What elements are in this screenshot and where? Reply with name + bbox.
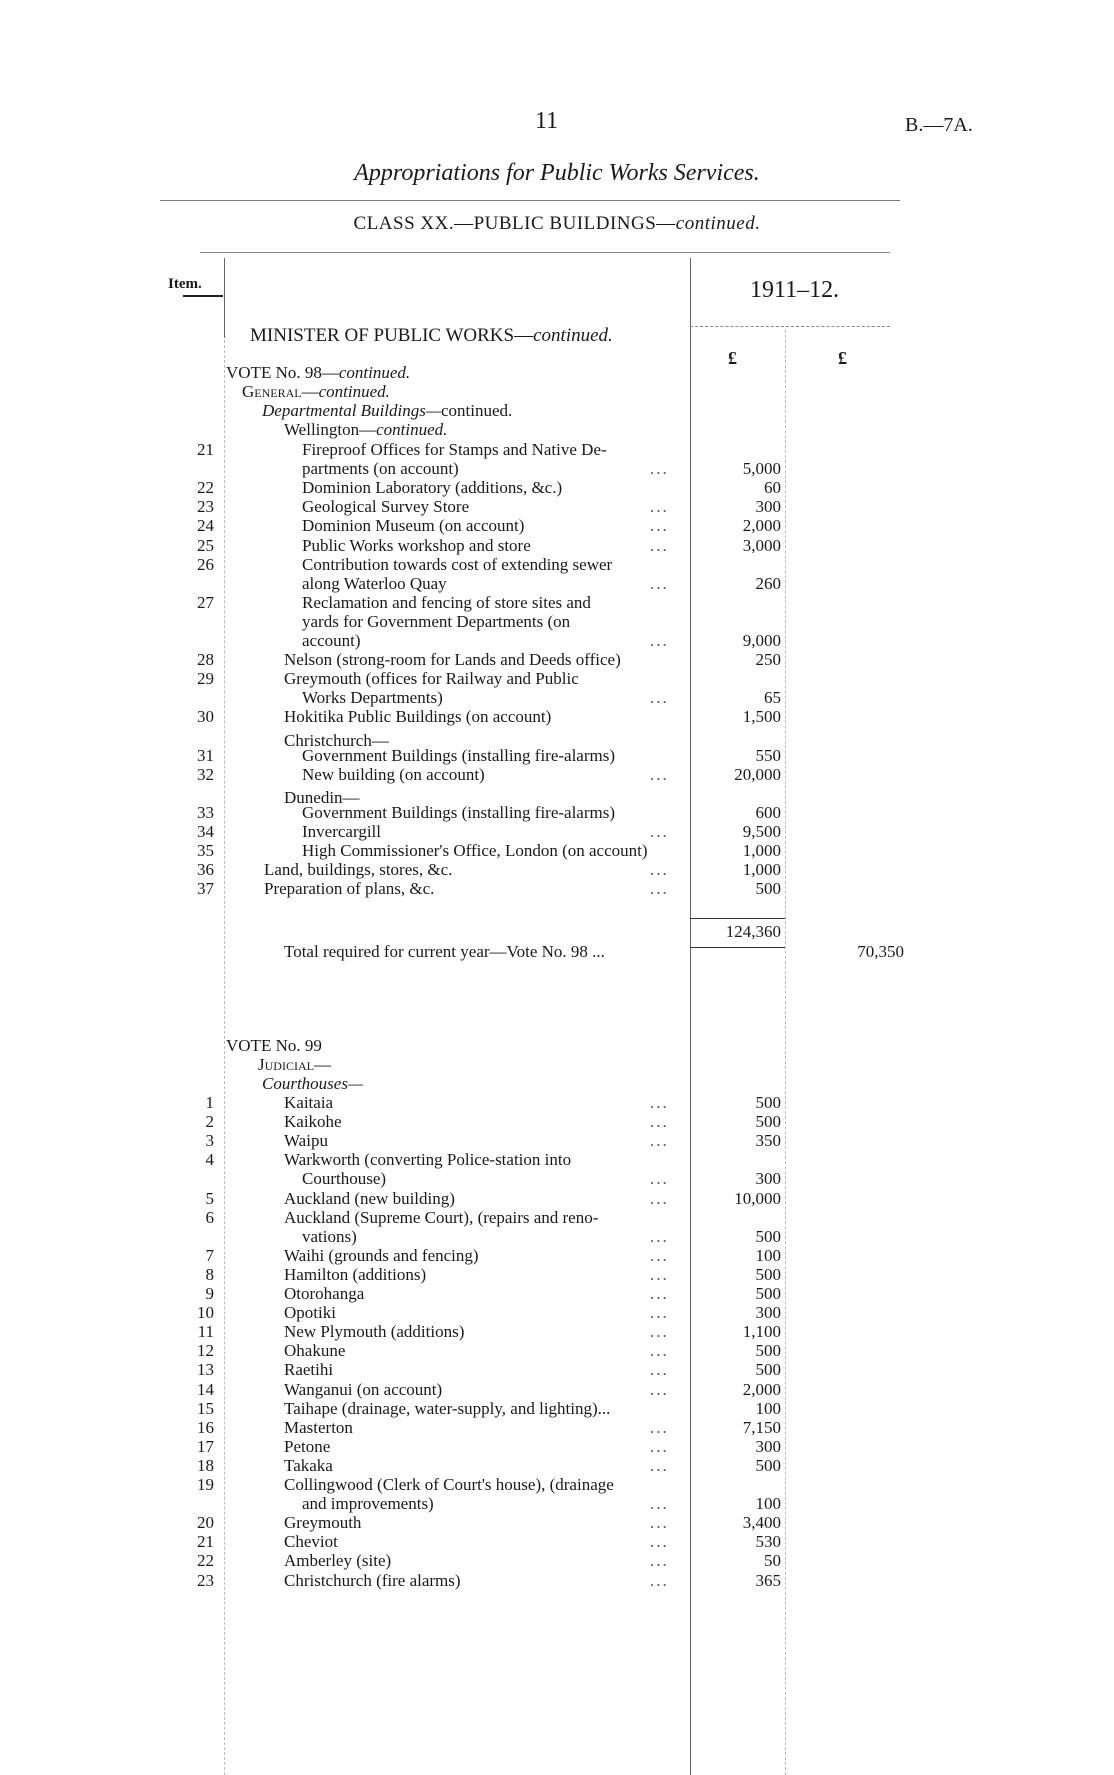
item-description: New Plymouth (additions) (284, 1322, 465, 1342)
item-number: 22 (197, 478, 214, 498)
leader-dots: ... (650, 1570, 669, 1590)
page-number: 11 (535, 108, 559, 134)
item-amount: 550 (755, 745, 781, 765)
item-number: 10 (197, 1303, 214, 1323)
leader-dots: ... (650, 535, 669, 555)
table-row (0, 688, 1114, 707)
leader-dots: ... (650, 1169, 669, 1189)
item-number: 34 (197, 821, 214, 841)
leader-dots: ... (650, 1264, 669, 1284)
item-number: 30 (197, 707, 214, 727)
leader-dots: ... (650, 1245, 669, 1265)
item-amount: 500 (755, 1093, 781, 1112)
item-column-header: Item. (168, 276, 202, 292)
table-row (0, 1437, 1114, 1456)
leader-dots: ... (650, 860, 669, 879)
item-number: 21 (197, 1532, 214, 1552)
table-row (0, 1246, 1114, 1265)
vote98-subtotal: 124,360 (725, 922, 781, 941)
item-description: Public Works workshop and store (302, 535, 531, 555)
item-number: 18 (197, 1455, 214, 1475)
item-number: 37 (197, 879, 214, 899)
leader-dots: ... (650, 764, 669, 784)
item-description: Raetihi (284, 1360, 334, 1380)
table-row (0, 593, 1114, 612)
leader-dots: ... (650, 1093, 669, 1112)
table-row (0, 1532, 1114, 1551)
leader-dots: ... (650, 1360, 669, 1380)
christchurch-heading: Christchurch— (284, 731, 389, 750)
title-rule (160, 200, 900, 201)
table-row (0, 1418, 1114, 1437)
item-description: Invercargill (302, 821, 381, 841)
leader-dots: ... (650, 1379, 669, 1399)
vote98-total-row (0, 942, 1114, 961)
item-amount: 50 (764, 1551, 781, 1571)
leader-dots: ... (650, 1417, 669, 1437)
item-description: Works Departments) (302, 688, 443, 708)
item-description: Christchurch (fire alarms) (284, 1570, 461, 1590)
item-number: 25 (197, 535, 214, 555)
leader-dots: ... (650, 879, 669, 899)
leader-dots: ... (650, 1455, 669, 1475)
table-row (0, 555, 1114, 574)
item-amount: 100 (755, 1398, 781, 1418)
table-row (0, 860, 1114, 879)
item-amount: 500 (755, 1226, 781, 1246)
item-description: Government Buildings (installing fire-alarms) (302, 802, 616, 822)
table-row (0, 440, 1114, 459)
table-row (0, 1571, 1114, 1590)
vote98-total: 70,350 (857, 942, 904, 961)
item-number: 7 (205, 1245, 214, 1265)
table-row (0, 1341, 1114, 1360)
item-description: Warkworth (converting Police-station into (284, 1150, 572, 1170)
item-description: Opotiki (284, 1303, 336, 1323)
item-amount: 300 (755, 1303, 781, 1323)
section-heading: MINISTER OF PUBLIC WORKS—continued. (250, 325, 613, 346)
item-amount: 3,400 (742, 1513, 781, 1533)
item-number: 2 (205, 1112, 214, 1132)
item-description: Land, buildings, stores, &c. (264, 860, 453, 879)
item-amount: 500 (755, 1360, 781, 1380)
table-row (0, 631, 1114, 650)
item-number: 21 (197, 440, 214, 459)
item-number: 32 (197, 764, 214, 784)
table-row (0, 612, 1114, 631)
vote99-courthouses-heading: Courthouses— (262, 1074, 364, 1093)
item-description: Kaikohe (284, 1112, 342, 1132)
item-description: Takaka (284, 1455, 333, 1475)
page-title: Appropriations for Public Works Services. (354, 160, 760, 186)
item-description: Waipu (284, 1131, 328, 1151)
item-number: 9 (205, 1284, 214, 1303)
table-row (0, 841, 1114, 860)
item-description: Taihape (drainage, water-supply, and lighting)... (284, 1398, 611, 1418)
item-description: yards for Government Departments (on (302, 611, 571, 631)
table-row (0, 497, 1114, 516)
item-description: Ohakune (284, 1341, 346, 1361)
item-number: 23 (197, 497, 214, 517)
table-row (0, 1322, 1114, 1341)
leader-dots: ... (650, 1112, 669, 1132)
vote98-general-heading: General—continued. (242, 382, 390, 401)
leader-dots: ... (650, 1226, 669, 1246)
item-number: 22 (197, 1551, 214, 1571)
table-row (0, 1456, 1114, 1475)
item-number: 20 (197, 1513, 214, 1533)
year-rule (690, 326, 890, 327)
table-row (0, 1494, 1114, 1513)
item-amount: 2,000 (742, 516, 781, 536)
item-amount: 300 (755, 497, 781, 517)
item-number: 23 (197, 1570, 214, 1590)
item-amount: 500 (755, 1455, 781, 1475)
item-description: Collingwood (Clerk of Court's house), (drainage (284, 1475, 614, 1494)
item-column-divider (224, 258, 225, 338)
item-amount: 9,000 (742, 631, 781, 650)
table-row (0, 1303, 1114, 1322)
item-amount: 260 (755, 573, 781, 593)
item-number: 28 (197, 650, 214, 670)
table-row (0, 1150, 1114, 1169)
item-number: 16 (197, 1417, 214, 1437)
item-number: 36 (197, 860, 214, 879)
item-amount: 250 (755, 650, 781, 670)
subtotal-rule (690, 918, 785, 919)
item-number: 33 (197, 802, 214, 822)
vote99-heading: VOTE No. 99 (226, 1036, 322, 1055)
table-row (0, 669, 1114, 688)
item-description: Hokitika Public Buildings (on account) (284, 707, 552, 727)
table-row (0, 1169, 1114, 1188)
item-amount: 365 (755, 1570, 781, 1590)
pound-symbol-col1: £ (728, 348, 737, 368)
item-description: Cheviot (284, 1532, 338, 1552)
table-row (0, 1475, 1114, 1494)
item-description: Contribution towards cost of extending sewer (302, 554, 613, 574)
leader-dots: ... (650, 821, 669, 841)
item-amount: 300 (755, 1436, 781, 1456)
leader-dots: ... (650, 1551, 669, 1571)
table-row (0, 1360, 1114, 1379)
item-description: account) (302, 631, 361, 650)
leader-dots: ... (650, 1188, 669, 1208)
item-description: Nelson (strong-room for Lands and Deeds office) (284, 650, 621, 670)
leader-dots: ... (650, 1303, 669, 1323)
table-row (0, 707, 1114, 726)
leader-dots: ... (650, 1131, 669, 1151)
class-title: CLASS XX.—PUBLIC BUILDINGS—continued. (353, 213, 761, 234)
item-description: Otorohanga (284, 1284, 365, 1303)
item-description: Government Buildings (installing fire-alarms) (302, 745, 616, 765)
item-description: Greymouth (offices for Railway and Public (284, 669, 579, 689)
item-amount: 350 (755, 1131, 781, 1151)
item-description: Amberley (site) (284, 1551, 392, 1571)
item-description: Reclamation and fencing of store sites and (302, 592, 591, 612)
item-amount: 2,000 (742, 1379, 781, 1399)
item-amount: 100 (755, 1245, 781, 1265)
item-amount: 530 (755, 1532, 781, 1552)
item-number: 5 (205, 1188, 214, 1208)
item-description: Dominion Laboratory (additions, &c.) (302, 478, 563, 498)
item-number: 17 (197, 1436, 214, 1456)
item-description: Wanganui (on account) (284, 1379, 443, 1399)
item-number: 11 (197, 1322, 214, 1342)
item-amount: 500 (755, 1284, 781, 1303)
item-amount: 500 (755, 1341, 781, 1361)
table-row (0, 1112, 1114, 1131)
item-description: Masterton (284, 1417, 353, 1437)
vote98-total-label: Total required for current year—Vote No. 98 ... (284, 942, 605, 961)
pound-symbol-col2: £ (838, 348, 847, 368)
table-row (0, 765, 1114, 784)
item-description: partments (on account) (302, 459, 459, 479)
item-amount: 1,500 (742, 707, 781, 727)
leader-dots: ... (650, 1341, 669, 1361)
item-number: 1 (205, 1093, 214, 1112)
item-amount: 65 (764, 688, 781, 708)
table-row (0, 1513, 1114, 1532)
item-description: Waihi (grounds and fencing) (284, 1245, 479, 1265)
table-row (0, 879, 1114, 898)
table-row (0, 1131, 1114, 1150)
item-number: 19 (197, 1475, 214, 1494)
item-number: 29 (197, 669, 214, 689)
table-row (0, 822, 1114, 841)
item-description: and improvements) (302, 1494, 434, 1514)
item-amount: 20,000 (734, 764, 781, 784)
item-number: 6 (205, 1207, 214, 1227)
leader-dots: ... (650, 516, 669, 536)
table-row (0, 1284, 1114, 1303)
table-row (0, 574, 1114, 593)
leader-dots: ... (650, 631, 669, 650)
item-amount: 1,000 (742, 860, 781, 879)
item-amount: 600 (755, 802, 781, 822)
item-amount: 9,500 (742, 821, 781, 841)
table-row (0, 1208, 1114, 1227)
vote98-departmental-heading: Departmental Buildings—continued. (262, 401, 513, 420)
item-description: Auckland (new building) (284, 1188, 455, 1208)
item-description: High Commissioner's Office, London (on account) (302, 840, 648, 860)
item-amount: 60 (764, 478, 781, 498)
header-rule (200, 252, 890, 253)
item-amount: 100 (755, 1494, 781, 1514)
item-description: along Waterloo Quay (302, 573, 447, 593)
table-row (0, 1380, 1114, 1399)
leader-dots: ... (650, 1322, 669, 1342)
leader-dots: ... (650, 459, 669, 479)
dunedin-heading: Dunedin— (284, 788, 360, 807)
item-amount: 1,100 (742, 1322, 781, 1342)
item-number: 31 (197, 745, 214, 765)
vote98-heading: VOTE No. 98—continued. (226, 363, 411, 382)
item-description: Petone (284, 1436, 331, 1456)
item-description: Fireproof Offices for Stamps and Native De- (302, 440, 607, 459)
item-number: 8 (205, 1264, 214, 1284)
table-row (0, 1551, 1114, 1570)
document-reference: B.—7A. (905, 114, 973, 136)
vote98-subtotal-row (0, 922, 1114, 941)
item-number: 35 (197, 840, 214, 860)
item-amount: 300 (755, 1169, 781, 1189)
item-description: vations) (302, 1226, 357, 1246)
item-number: 4 (205, 1150, 214, 1170)
item-number: 14 (197, 1379, 214, 1399)
item-amount: 5,000 (742, 459, 781, 479)
item-number: 24 (197, 516, 214, 536)
item-amount: 10,000 (734, 1188, 781, 1208)
item-number: 3 (205, 1131, 214, 1151)
vote98-wellington-heading: Wellington—continued. (284, 420, 448, 439)
leader-dots: ... (650, 497, 669, 517)
table-row (0, 459, 1114, 478)
table-row (0, 536, 1114, 555)
item-description: Dominion Museum (on account) (302, 516, 525, 536)
table-row (0, 1227, 1114, 1246)
leader-dots: ... (650, 1436, 669, 1456)
table-row (0, 1265, 1114, 1284)
item-number: 27 (197, 592, 214, 612)
table-row (0, 1399, 1114, 1418)
item-amount: 500 (755, 879, 781, 899)
item-description: Auckland (Supreme Court), (repairs and reno- (284, 1207, 599, 1227)
item-number: 15 (197, 1398, 214, 1418)
table-row (0, 1093, 1114, 1112)
item-description: New building (on account) (302, 764, 485, 784)
leader-dots: ... (650, 688, 669, 708)
item-amount: 500 (755, 1112, 781, 1132)
leader-dots: ... (650, 1532, 669, 1552)
item-number: 13 (197, 1360, 214, 1380)
item-number: 26 (197, 554, 214, 574)
leader-dots: ... (650, 1513, 669, 1533)
item-description: Greymouth (284, 1513, 362, 1533)
leader-dots: ... (650, 1494, 669, 1514)
leader-dots: ... (650, 573, 669, 593)
table-row (0, 478, 1114, 497)
item-description: Kaitaia (284, 1093, 334, 1112)
item-amount: 500 (755, 1264, 781, 1284)
item-number: 12 (197, 1341, 214, 1361)
item-description: Hamilton (additions) (284, 1264, 427, 1284)
leader-dots: ... (650, 1284, 669, 1303)
vote99-judicial-heading: Judicial— (258, 1055, 331, 1074)
table-row (0, 1189, 1114, 1208)
item-description: Preparation of plans, &c. (264, 879, 435, 899)
table-row (0, 516, 1114, 535)
item-amount: 1,000 (742, 840, 781, 860)
item-description: Courthouse) (302, 1169, 387, 1189)
year-heading: 1911–12. (750, 277, 840, 303)
table-row (0, 650, 1114, 669)
item-amount: 3,000 (742, 535, 781, 555)
item-header-underline (183, 295, 223, 297)
item-description: Geological Survey Store (302, 497, 470, 517)
item-amount: 7,150 (742, 1417, 781, 1437)
